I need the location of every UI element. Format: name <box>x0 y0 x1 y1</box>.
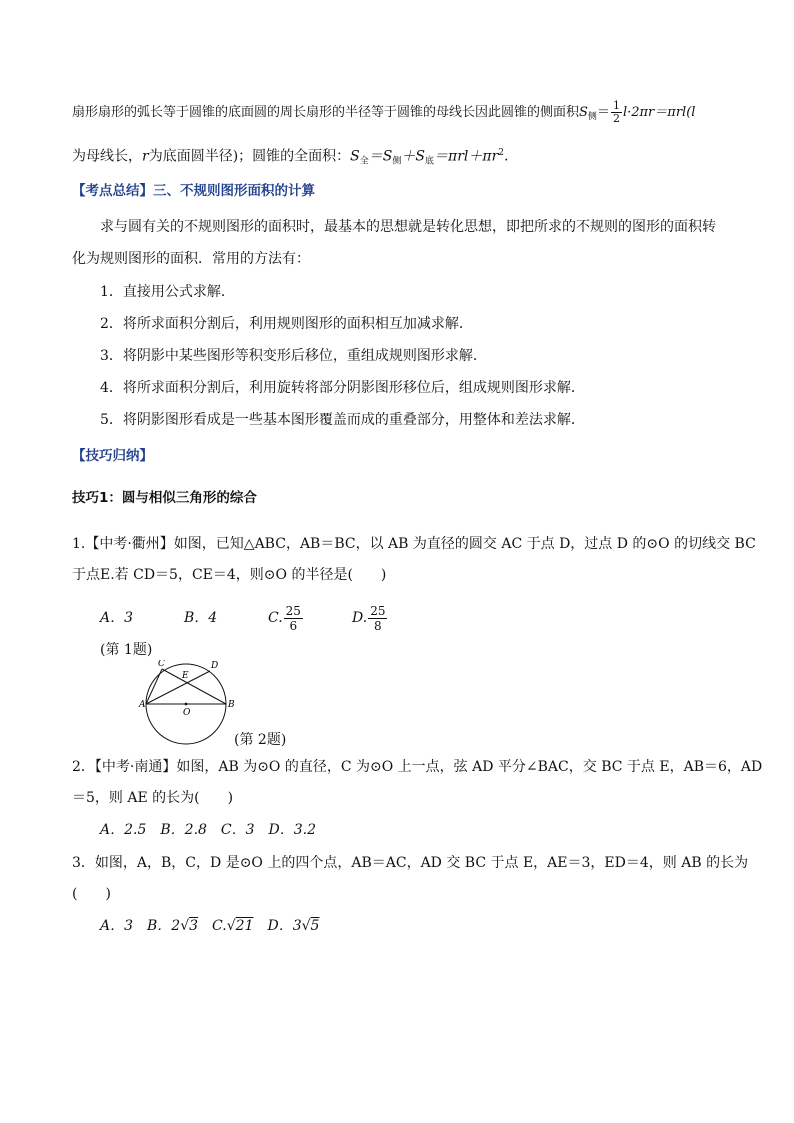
intro-line-1: 求与圆有关的不规则图形的面积时，最基本的思想就是转化思想，即把所求的不规则的图形的面积转 <box>100 219 716 235</box>
cone-total-area-line: 为母线长，r为底面圆半径)；圆锥的全面积：$S_全=S_侧+S_底=\pi rl+\pi r^2$. <box>72 148 509 167</box>
cone-text-a: 扇形扇形的弧长等于圆锥的底面圆的周长扇形的半径等于圆锥的母线长因此圆锥的侧面积 <box>72 105 580 120</box>
point-label-c: C <box>158 660 165 669</box>
center-point <box>185 703 188 706</box>
point-label-a: A <box>139 700 146 710</box>
fraction-half: $\frac{1}{2}$ <box>612 99 620 125</box>
q1-option-b: B．4 <box>184 610 218 626</box>
question-2-options: A．2.5 B．2.8 C．3 D．3.2 <box>100 822 317 838</box>
point-label-o: O <box>183 708 191 718</box>
intro-line-2: 化为规则图形的面积．常用的方法有： <box>72 251 310 267</box>
cone-lateral-area-line: 扇形扇形的弧长等于圆锥的底面圆的周长扇形的半径等于圆锥的母线长因此圆锥的侧面积$S_侧=$ $\frac{1}{2}$ l·2πr＝πrl(l <box>72 99 696 125</box>
point-label-e: E <box>182 671 189 681</box>
cone-sub-lateral: 侧 <box>587 112 597 122</box>
question-1-figure-caption: (第 1题) <box>100 642 153 658</box>
circle-figure <box>138 660 248 760</box>
method-item-4: 4．将所求面积分割后，利用旋转将部分阴影图形移位后，组成规则图形求解． <box>100 380 585 396</box>
q1-option-c: C. $\frac{25}{6}$ <box>268 603 301 633</box>
point-label-d: D <box>211 661 219 671</box>
method-item-1: 1．直接用公式求解． <box>100 284 235 300</box>
chord-ad <box>146 671 210 704</box>
question-3-line-2: ( ) <box>72 886 111 902</box>
point-label-b: B <box>228 700 235 710</box>
question-3-options: A．3 B．2√3 C.√21 D．3√5 <box>100 918 320 934</box>
method-item-3: 3．将阴影中某些图形等积变形后移位，重组成规则图形求解． <box>100 348 487 364</box>
section-heading-skills: 【技巧归纳】 <box>72 448 153 464</box>
question-2-figure-caption: (第 2题) <box>234 732 287 748</box>
question-1-line-2: 于点E.若 CD＝5，CE＝4，则⊙O 的半径是( ) <box>72 567 387 583</box>
question-3-line-1: 3．如图，A，B，C，D 是⊙O 上的四个点，AB＝AC，AD 交 BC 于点 E，AE＝3，ED＝4，则 AB 的长为 <box>72 855 749 871</box>
question-2-line-2: ＝5，则 AE 的长为( ) <box>72 790 234 806</box>
q1-option-a: A．3 <box>100 610 134 626</box>
sqrt-icon: √ <box>180 918 190 934</box>
q1-option-d: D. $\frac{25}{8}$ <box>352 603 386 633</box>
section-heading-irregular-area: 【考点总结】三、不规则图形面积的计算 <box>72 183 315 199</box>
method-item-2: 2．将所求面积分割后，利用规则图形的面积相互加减求解． <box>100 316 473 332</box>
method-item-5: 5．将阴影图形看成是一些基本图形覆盖而成的重叠部分，用整体和差法求解． <box>100 412 585 428</box>
chord-cb <box>162 669 226 704</box>
sqrt-icon: √ <box>226 918 236 934</box>
cone-text-b: l·2πr＝πrl(l <box>622 105 696 120</box>
question-1-options <box>100 601 388 635</box>
chord-ac <box>146 669 162 704</box>
circle-diagram <box>138 660 248 760</box>
question-1-line-1: 1.【中考·衢州】如图，已知△ABC，AB＝BC，以 AB 为直径的圆交 AC 于点 D，过点 D 的⊙O 的切线交 BC <box>72 536 756 552</box>
question-2-line-1: 2．【中考·南通】如图，AB 为⊙O 的直径，C 为⊙O 上一点，弦 AD 平分∠BAC，交 BC 于点 E，AB＝6，AD <box>72 759 763 775</box>
sqrt-icon: √ <box>301 918 311 934</box>
skill-1-title: 技巧1：圆与相似三角形的综合 <box>72 490 257 506</box>
